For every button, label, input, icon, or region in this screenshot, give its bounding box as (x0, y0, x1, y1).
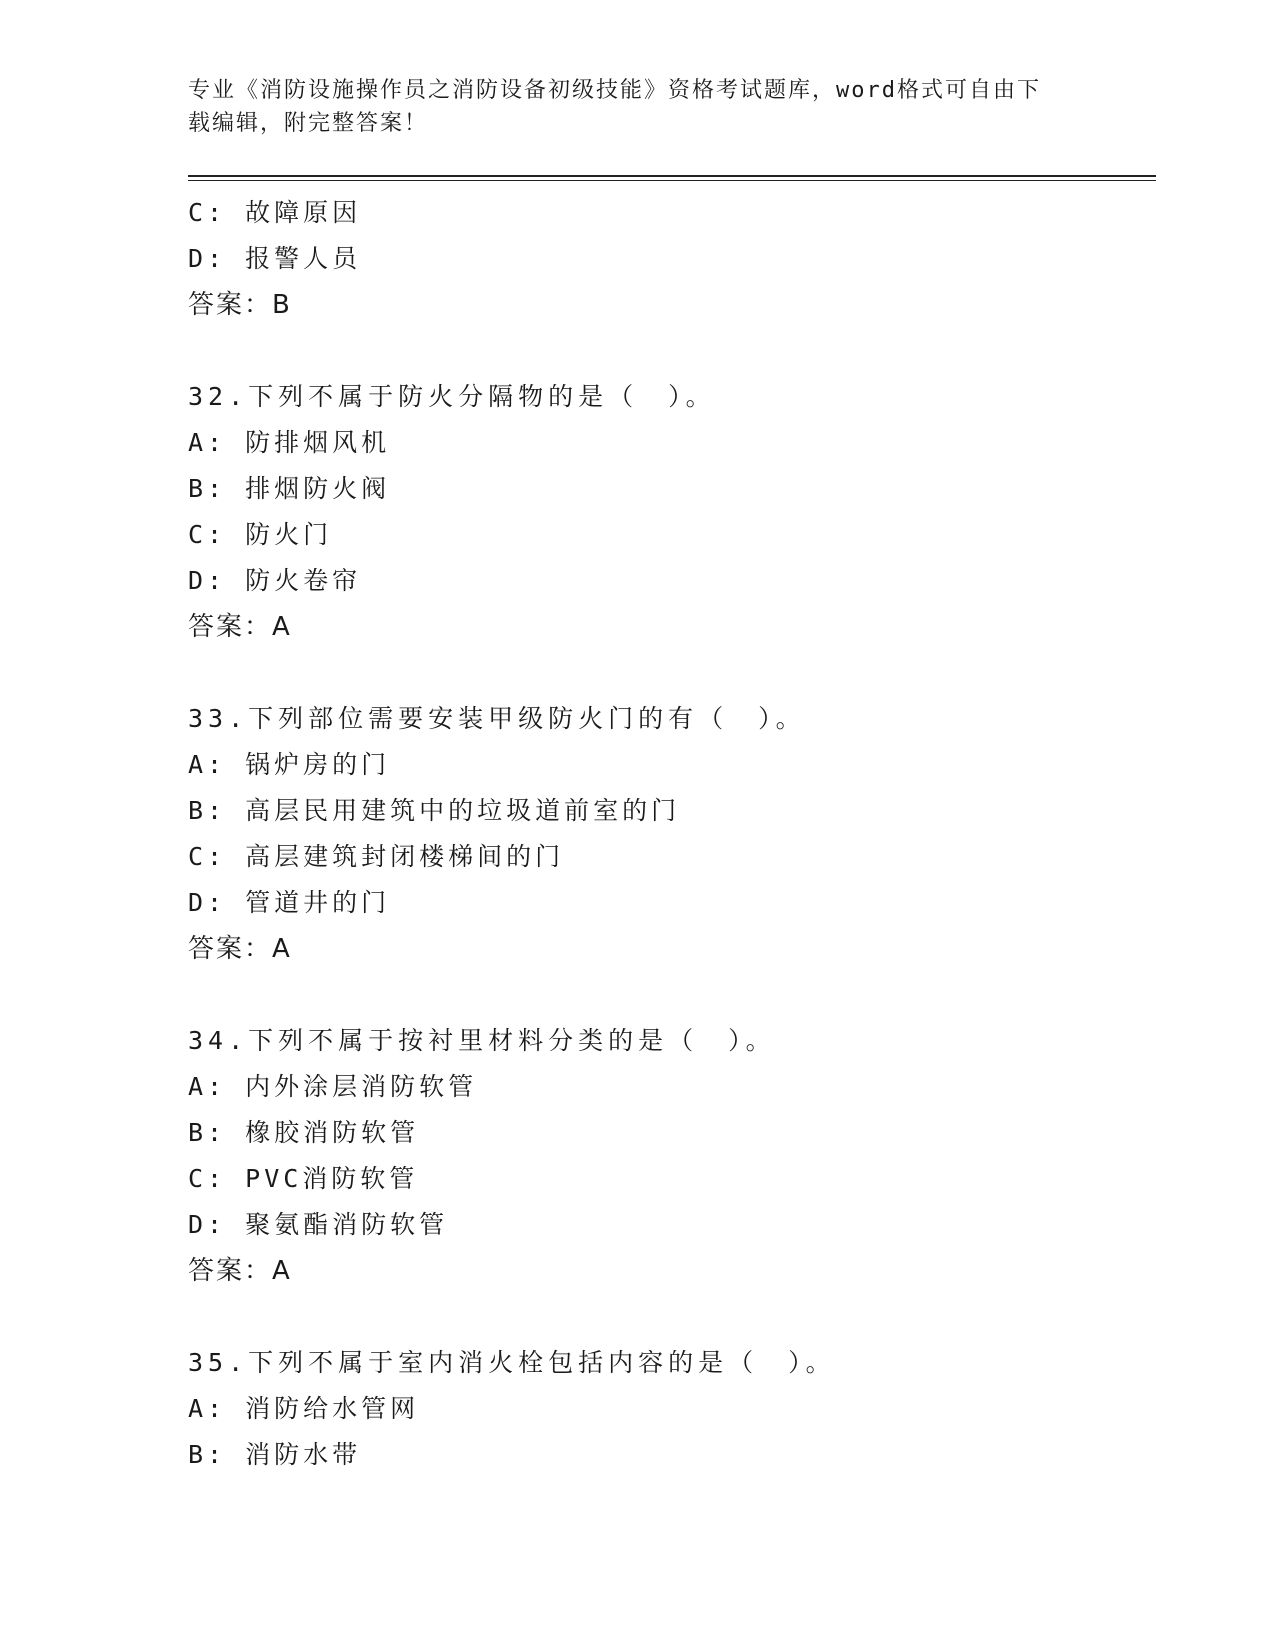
option-a: A: 消防给水管网 (188, 1394, 420, 1423)
answer-label: 答案：A (188, 934, 292, 964)
answer-label: 答案：B (188, 290, 292, 320)
option-a: A: 内外涂层消防软管 (188, 1072, 478, 1101)
option-c: C: 防火门 (188, 520, 333, 549)
header-line-2: 载编辑，附完整答案！ (188, 111, 429, 136)
option-c: C: PVC消防软管 (188, 1164, 419, 1193)
question-32 (188, 374, 1148, 650)
option-b: B: 排烟防火阀 (188, 474, 391, 503)
option-d: D: 管道井的门 (188, 888, 391, 917)
answer-label: 答案：A (188, 612, 292, 642)
option-b: B: 高层民用建筑中的垃圾道前室的门 (188, 796, 681, 825)
document-header (188, 74, 1088, 140)
option-a: A: 防排烟风机 (188, 428, 391, 457)
question-35 (188, 1340, 1148, 1478)
question-list (188, 190, 1148, 1478)
option-d: D: 报警人员 (188, 244, 362, 273)
question-stem: 33.下列部位需要安装甲级防火门的有（ ）。 (188, 704, 806, 733)
question-stem: 34.下列不属于按衬里材料分类的是（ ）。 (188, 1026, 776, 1055)
header-divider-thin (188, 180, 1156, 181)
option-c: C: 故障原因 (188, 198, 362, 227)
question-stem: 35.下列不属于室内消火栓包括内容的是（ ）。 (188, 1348, 836, 1377)
option-a: A: 锅炉房的门 (188, 750, 391, 779)
question-31-continued (188, 190, 1148, 328)
option-b: B: 橡胶消防软管 (188, 1118, 420, 1147)
option-b: B: 消防水带 (188, 1440, 362, 1469)
option-d: D: 聚氨酯消防软管 (188, 1210, 449, 1239)
question-34 (188, 1018, 1148, 1294)
header-divider-thick (188, 175, 1156, 177)
question-stem: 32.下列不属于防火分隔物的是（ ）。 (188, 382, 716, 411)
answer-label: 答案：A (188, 1256, 292, 1286)
header-line-1: 专业《消防设施操作员之消防设备初级技能》资格考试题库，word格式可自由下 (188, 78, 1041, 103)
option-c: C: 高层建筑封闭楼梯间的门 (188, 842, 565, 871)
option-d: D: 防火卷帘 (188, 566, 362, 595)
question-33 (188, 696, 1148, 972)
